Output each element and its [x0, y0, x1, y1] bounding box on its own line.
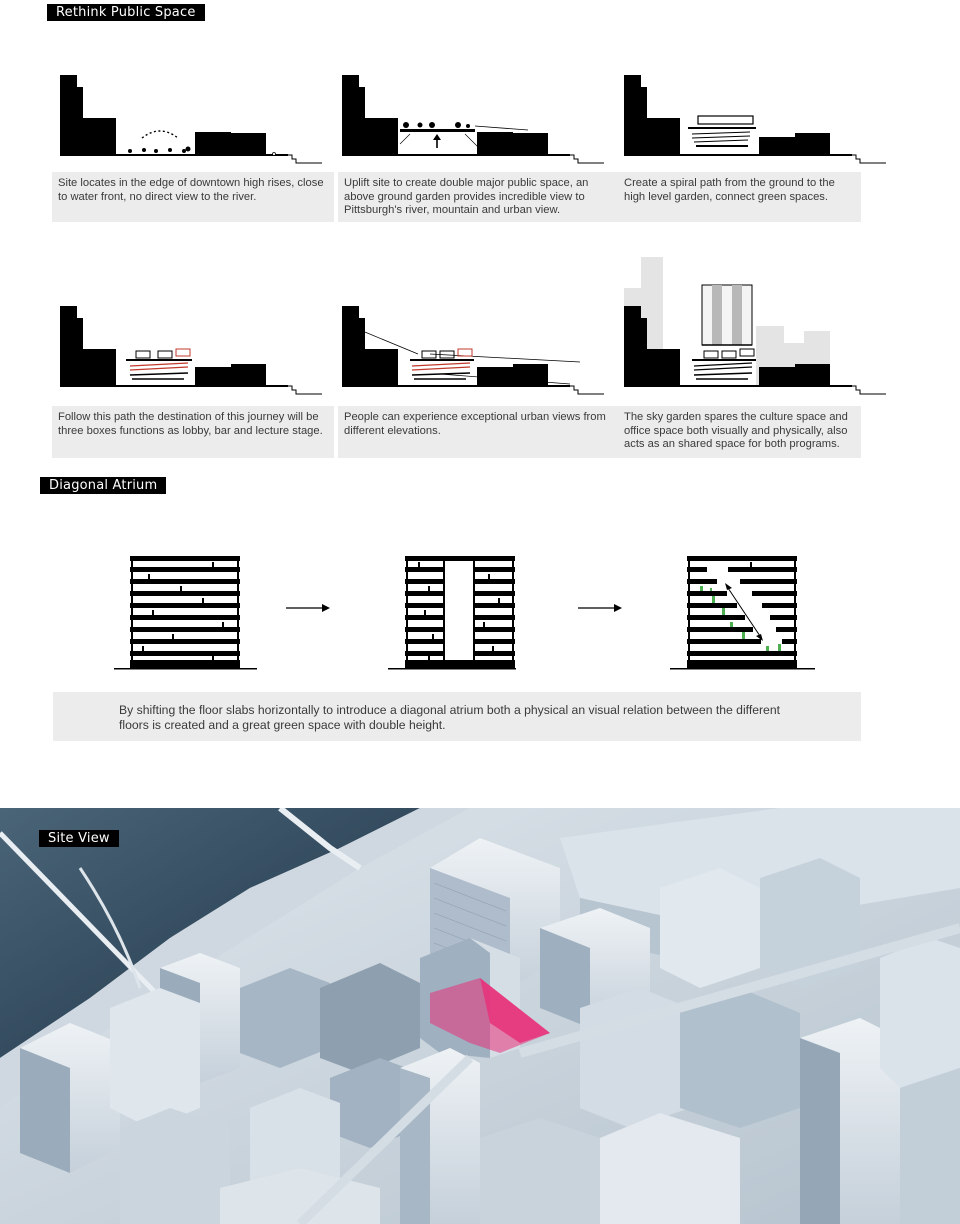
section-title-atrium: Diagonal Atrium	[40, 477, 166, 494]
caption-step-3: Create a spiral path from the ground to the high level garden, connect green spaces.	[618, 172, 861, 222]
caption-atrium: By shifting the floor slabs horizontally to introduce a diagonal atrium both a physical an visual relation between the different floors is created and a great green space with double height.	[53, 692, 861, 741]
diagram-step-3	[622, 72, 892, 168]
caption-step-5: People can experience exceptional urban views from different elevations.	[338, 406, 618, 458]
atrium-diagram-stacked	[112, 552, 262, 672]
atrium-arrow-1	[284, 600, 332, 616]
site-view-render	[0, 808, 960, 1224]
diagram-step-1	[58, 72, 328, 168]
section-title-rethink: Rethink Public Space	[47, 4, 205, 21]
caption-step-1: Site locates in the edge of downtown high rises, close to water front, no direct view to the river.	[52, 172, 334, 222]
atrium-diagram-void	[388, 552, 518, 672]
diagram-step-2	[340, 72, 610, 168]
diagram-step-5	[340, 300, 610, 396]
section-title-site: Site View	[39, 830, 119, 847]
caption-step-4: Follow this path the destination of this journey will be three boxes functions as lobby, bar and lecture stage.	[52, 406, 334, 458]
atrium-arrow-2	[576, 600, 624, 616]
atrium-diagram-diagonal	[670, 552, 820, 672]
diagram-step-4	[58, 300, 328, 396]
caption-step-2: Uplift site to create double major public space, an above ground garden provides incredible view to Pittsburgh's river, mountain and urban view.	[338, 172, 618, 222]
diagram-step-6	[622, 255, 892, 396]
caption-step-6: The sky garden spares the culture space and office space both visually and physically, also acts as an shared space for both programs.	[618, 406, 861, 458]
